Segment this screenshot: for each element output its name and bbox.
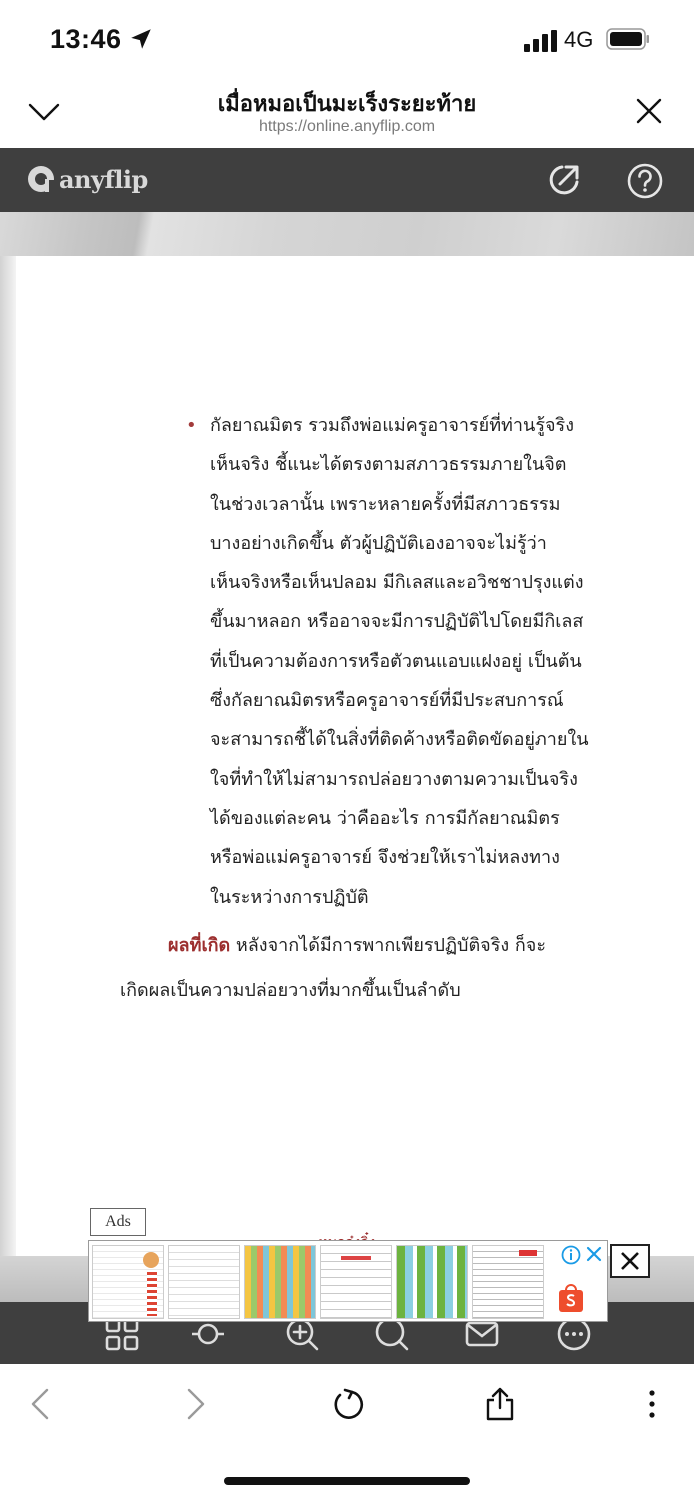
ad-thumbnail[interactable]	[472, 1245, 544, 1319]
chevron-down-icon[interactable]	[26, 94, 62, 130]
result-line-2: เกิดผลเป็นความปล่อยวางที่มากขึ้นเป็นลำดับ	[120, 980, 461, 1001]
reload-icon[interactable]	[330, 1386, 366, 1422]
ad-thumbnail[interactable]	[168, 1245, 240, 1319]
page-left-edge	[0, 256, 16, 1256]
book-page[interactable]	[0, 256, 694, 1256]
text-line: ขึ้นมาหลอก หรืออาจจะมีการปฏิบัติไปโดยมีกิเลส	[210, 611, 584, 633]
text-line: บางอย่างเกิดขึ้น ตัวผู้ปฏิบัติเองอาจจะไม่รู้ว่า	[210, 532, 547, 554]
text-line: ที่เป็นความต้องการหรือตัวตนแอบแฝงอยู่ เป็นต้น	[210, 650, 582, 672]
ad-dismiss-button[interactable]	[610, 1244, 650, 1278]
text-line: จะสามารถชี้ได้ในสิ่งที่ติดค้างหรือติดขัดอยู่ภายใน	[210, 729, 589, 751]
result-text-1: หลังจากได้มีการพากเพียรปฏิบัติจริง ก็จะ	[230, 935, 546, 956]
anyflip-logo-text: anyflip	[59, 164, 148, 194]
ad-thumbnail[interactable]	[244, 1245, 316, 1319]
ad-thumbnail[interactable]	[320, 1245, 392, 1319]
text-line: ได้ของแต่ละคน ว่าคืออะไร การมีกัลยาณมิตร	[210, 807, 560, 829]
text-line: ในระหว่างการปฏิบัติ	[210, 886, 369, 908]
browser-header	[0, 80, 694, 148]
ad-banner[interactable]	[88, 1240, 608, 1322]
text-line: ในช่วงเวลานั้น เพราะหลายครั้งที่มีสภาวธรรม	[210, 493, 561, 515]
status-bar	[0, 0, 694, 80]
share-upload-icon[interactable]	[482, 1386, 518, 1422]
battery-icon	[606, 28, 650, 50]
page-title: เมื่อหมอเป็นมะเร็งระยะท้าย	[217, 92, 477, 117]
anyflip-logo-icon	[26, 164, 56, 194]
result-line-1	[168, 930, 546, 959]
text-line: เห็นจริง ชี้แนะได้ตรงตามสภาวธรรมภายในจิต	[210, 454, 567, 476]
forward-icon[interactable]	[176, 1386, 212, 1422]
page-url: https://online.anyflip.com	[258, 118, 436, 135]
text-line: เห็นจริงหรือเห็นปลอม มีกิเลสและอวิชชาปรุงแต่ง	[210, 572, 584, 594]
text-line: หรือพ่อแม่ครูอาจารย์ จึงช่วยให้เราไม่หลงทาง	[210, 847, 560, 869]
text-line: กัลยาณมิตร รวมถึงพ่อแม่ครูอาจารย์ที่ท่านรู้จริง	[210, 415, 575, 436]
ad-info-icon[interactable]	[561, 1245, 581, 1265]
status-time: 13:46	[50, 24, 122, 54]
back-icon[interactable]	[24, 1386, 60, 1422]
home-indicator[interactable]	[224, 1477, 470, 1485]
text-line: ใจที่ทำให้ไม่สามารถปล่อยวางตามความเป็นจริง	[210, 768, 578, 790]
ad-thumbnail[interactable]	[92, 1245, 164, 1319]
text-line: ซึ่งกัลยาณมิตรหรือครูอาจารย์ที่มีประสบการณ์	[210, 690, 564, 712]
help-icon[interactable]	[626, 162, 664, 200]
more-vertical-icon[interactable]	[634, 1386, 670, 1422]
signal-icon	[524, 30, 558, 52]
anyflip-toolbar	[0, 148, 694, 212]
close-icon[interactable]	[632, 94, 666, 128]
share-icon[interactable]	[546, 162, 582, 198]
ad-close-icon[interactable]	[585, 1245, 603, 1263]
bullet-paragraph	[210, 406, 610, 917]
page-top-shadow	[0, 212, 694, 256]
anyflip-logo	[26, 164, 148, 194]
location-arrow-icon	[128, 26, 154, 52]
ads-label: Ads	[90, 1208, 146, 1236]
ad-thumbnail[interactable]	[396, 1245, 468, 1319]
bullet-marker: •	[186, 415, 197, 436]
flipbook-viewer[interactable]	[0, 212, 694, 1364]
network-type: 4G	[564, 27, 594, 52]
close-icon	[620, 1251, 640, 1271]
result-label: ผลที่เกิด	[168, 935, 231, 956]
shopee-bag-icon[interactable]	[557, 1281, 585, 1313]
